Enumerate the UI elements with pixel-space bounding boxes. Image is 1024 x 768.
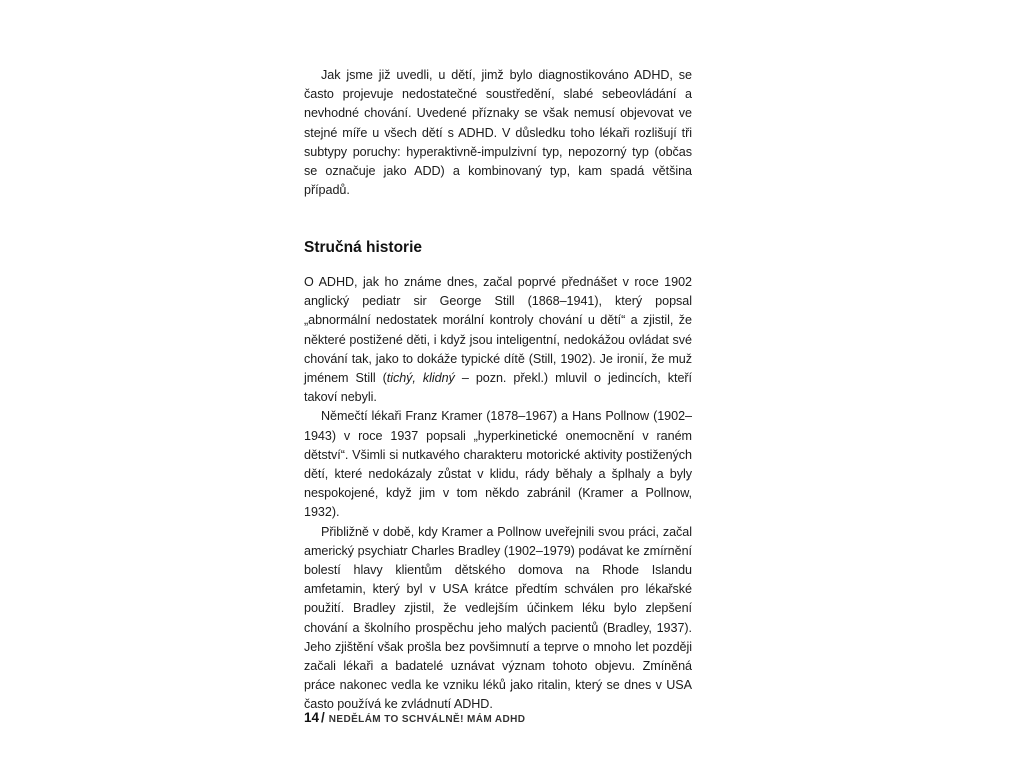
section-brief-history <box>304 238 692 715</box>
history-paragraph-1 <box>304 273 692 407</box>
page-footer <box>304 708 525 730</box>
history-paragraph-1-text-end: – pozn. překl.) mluvil o jedincích, kteří takoví nebyli. <box>304 371 692 405</box>
history-paragraph-3: Přibližně v době, kdy Kramer a Pollnow uveřejnili svou práci, začal americký psychiatr Charles Bradley (1902–1979) podávat ke zmírnění bolestí hlavy klientům dětského domova na Rhode Islandu amfetamin, který byl v USA krátce předtím schválen pro lékařské použití. Bradley zjistil, že vedlejším účinkem léku bylo zlepšení chování a školního prospěchu jeho malých pacientů (Bradley, 1937). Jeho zjištění však prošla bez povšimnutí a teprve o mnoho let později začali lékaři a badatelé uznávat význam tohoto objevu. Zmíněná práce nakonec vedla ke vzniku léků jako ritalin, který se dnes v USA často používá ke zvládnutí ADHD. <box>304 524 692 712</box>
history-paragraph-2: Němečtí lékaři Franz Kramer (1878–1967) a Hans Pollnow (1902–1943) v roce 1937 popsali „hyperkinetické onemocnění v raném dětství“. Všimli si nutkavého charakteru motorické aktivity postižených dětí, které nedokázaly zůstat v klidu, rády běhaly a šplhaly a byly nespokojené, když jim v tom někdo zabránil (Kramer a Pollnow, 1932). <box>304 409 692 520</box>
page-number: 14 <box>304 710 320 725</box>
history-paragraph-1-text-start: O ADHD, jak ho známe dnes, začal poprvé přednášet v roce 1902 anglický pediatr sir George Still (1868–1941), který popsal „abnormální nedostatek morální kontroly chování u dětí“ a zjistil, že některé postižené děti, i když jsou inteligentní, nedokážou ovládat své chování tak, jako to dokáže typické dítě (Still, 1902). Je ironií, že muž jménem Still ( <box>304 275 692 386</box>
running-title: NEDĚLÁM TO SCHVÁLNĚ! MÁM ADHD <box>328 714 526 725</box>
translator-note-italic: tichý, klidný <box>386 371 455 386</box>
intro-paragraph: Jak jsme již uvedli, u dětí, jimž bylo diagnostikováno ADHD, se často projevuje nedostatečné soustředění, slabé sebeovládání a nevhodné chování. Uvedené příznaky se však nemusí objevovat ve stejné míře u všech dětí s ADHD. V důsledku toho lékaři rozlišují tři subtypy poruchy: hyperaktivně-impulzivní typ, nepozorný typ (občas se označuje jako ADD) a kombinovaný typ, kam spadá většina případů. <box>304 68 692 198</box>
footer-separator: / <box>321 710 325 725</box>
intro-block <box>304 66 692 200</box>
section-heading: Stručná historie <box>304 239 422 256</box>
